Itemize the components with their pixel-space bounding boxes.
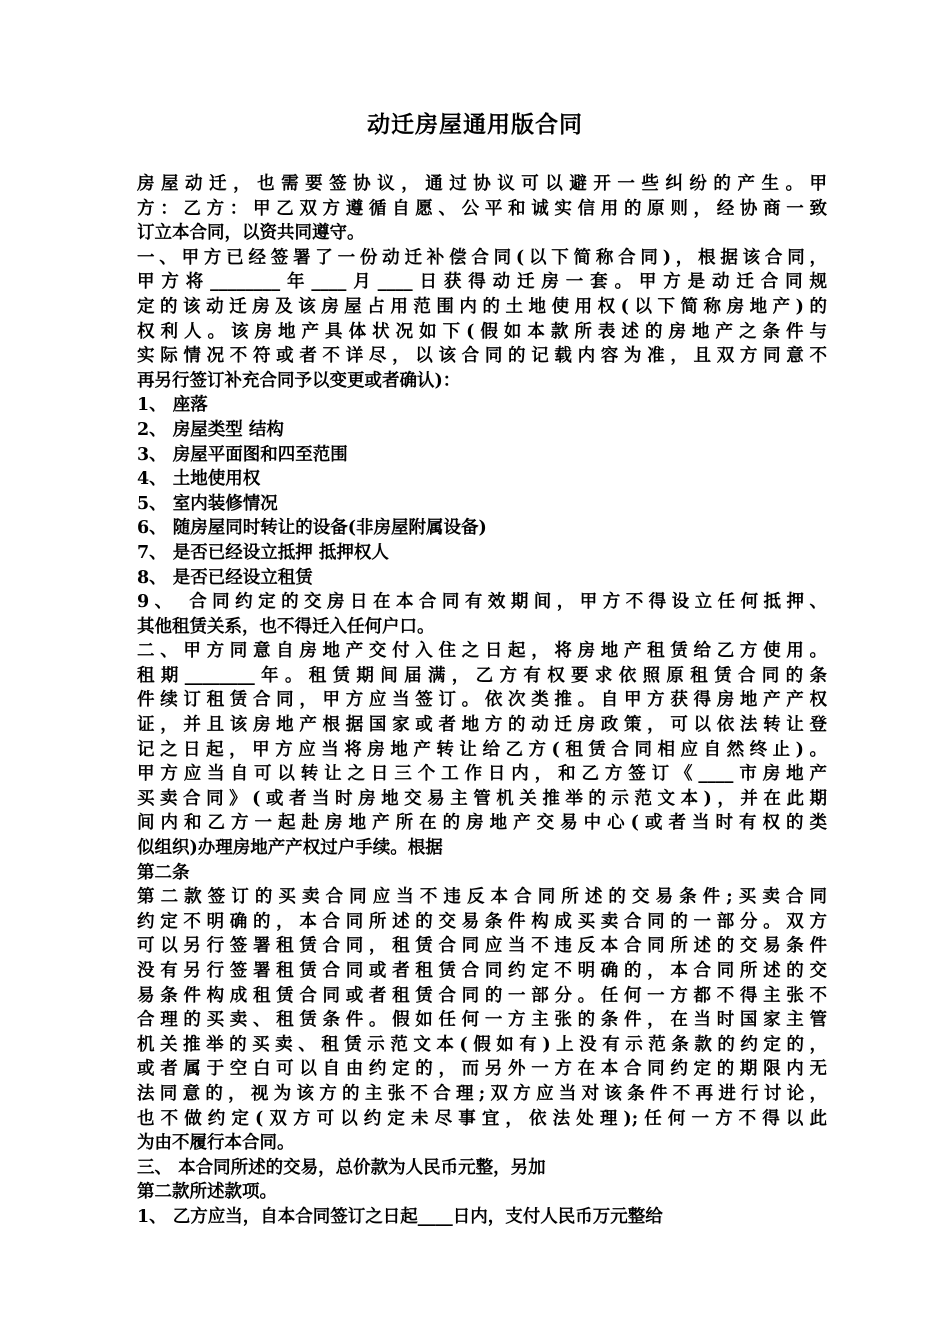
text-line: 其他租赁关系，也不得迁入任何户口。 [137, 616, 435, 637]
text-line: 第二款所述款项。 [137, 1182, 277, 1203]
text-line: 甲方应当自可以转让之日三个工作日内，和乙方签订《____市房地产 [137, 764, 827, 785]
text-line: 二、甲方同意自房地产交付入住之日起，将房地产租赁给乙方使用。 [137, 641, 827, 662]
list-item: 1、 座落 [137, 395, 208, 416]
list-item: 3、 房屋平面图和四至范围 [137, 444, 348, 465]
text-line: 法同意的，视为该方的主张不合理;双方应当对该条件不再进行讨论， [137, 1083, 827, 1104]
list-item: 1、 乙方应当，自本合同签订之日起____日内，支付人民币万元整给 [137, 1206, 663, 1227]
list-item: 2、 房屋类型 结构 [137, 419, 284, 440]
text-line: 也不做约定(双方可以约定未尽事宜，依法处理);任何一方不得以此 [137, 1108, 827, 1129]
text-line: 买卖合同》(或者当时房地交易主管机关推举的示范文本)，并在此期 [137, 788, 827, 809]
section-heading: 第二条 [137, 862, 190, 883]
text-line: 房屋动迁，也需要签协议，通过协议可以避开一些纠纷的产生。甲 [137, 174, 827, 194]
text-line: 实际情况不符或者不详尽，以该合同的记载内容为准，且双方同意不 [137, 346, 827, 367]
text-line: 证，并且该房地产根据国家或者地方的动迁房政策，可以依法转让登 [137, 715, 827, 736]
list-item: 9、 合同约定的交房日在本合同有效期间，甲方不得设立任何抵押、 [137, 592, 827, 613]
text-line: 三、 本合同所述的交易，总价款为人民币元整，另加 [137, 1157, 546, 1178]
text-line: 甲方将________年____月____日获得动迁房一套。甲方是动迁合同规 [137, 272, 827, 293]
text-line: 一、甲方已经签署了一份动迁补偿合同(以下简称合同)，根据该合同， [137, 247, 827, 268]
document-body [137, 172, 827, 1230]
text-line: 权利人。该房地产具体状况如下(假如本款所表述的房地产之条件与 [137, 321, 827, 342]
text-line: 没有另行签署租赁合同或者租赁合同约定不明确的，本合同所述的交 [137, 961, 827, 981]
list-item: 6、 随房屋同时转让的设备(非房屋附属设备) [137, 518, 487, 539]
text-line: 第二款签订的买卖合同应当不违反本合同所述的交易条件;买卖合同 [137, 887, 827, 908]
text-line: 可以另行签署租赁合同，租赁合同应当不违反本合同所述的交易条件 [137, 936, 827, 957]
list-item: 8、 是否已经设立租赁 [137, 567, 313, 588]
text-line: 租期________年。租赁期间届满，乙方有权要求依照原租赁合同的条 [137, 665, 827, 686]
text-line: 约定不明确的，本合同所述的交易条件构成买卖合同的一部分。双方 [137, 911, 827, 932]
text-line: 为由不履行本合同。 [137, 1133, 295, 1154]
text-line: 似组织)办理房地产产权过户手续。根据 [137, 838, 443, 859]
text-line: 合理的买卖、租赁条件。假如任何一方主张的条件，在当时国家主管 [137, 1010, 827, 1031]
list-item: 4、 土地使用权 [137, 469, 261, 490]
text-line: 间内和乙方一起赴房地产所在的房地产交易中心(或者当时有权的类 [137, 813, 827, 834]
text-line: 方：乙方：甲乙双方遵循自愿、公平和诚实信用的原则，经协商一致 [137, 198, 827, 219]
document-title: 动迁房屋通用版合同 [367, 111, 583, 138]
text-line: 或者属于空白可以自由约定的，而另外一方在本合同约定的期限内无 [137, 1059, 827, 1080]
text-line: 记之日起，甲方应当将房地产转让给乙方(租赁合同相应自然终止)。 [137, 739, 827, 760]
text-line: 机关推举的买卖、租赁示范文本(假如有)上没有示范条款的约定的， [137, 1034, 827, 1055]
text-line: 订立本合同，以资共同遵守。 [137, 223, 365, 244]
text-line: 件续订租赁合同，甲方应当签订。依次类推。自甲方获得房地产产权 [137, 690, 827, 711]
text-line: 定的该动迁房及该房屋占用范围内的土地使用权(以下简称房地产)的 [137, 296, 827, 317]
list-item: 5、 室内装修情况 [137, 493, 278, 514]
list-item: 7、 是否已经设立抵押 抵押权人 [137, 542, 389, 563]
text-line: 易条件构成租赁合同或者租赁合同的一部分。任何一方都不得主张不 [137, 985, 827, 1006]
text-line: 再另行签订补充合同予以变更或者确认)： [137, 370, 461, 391]
